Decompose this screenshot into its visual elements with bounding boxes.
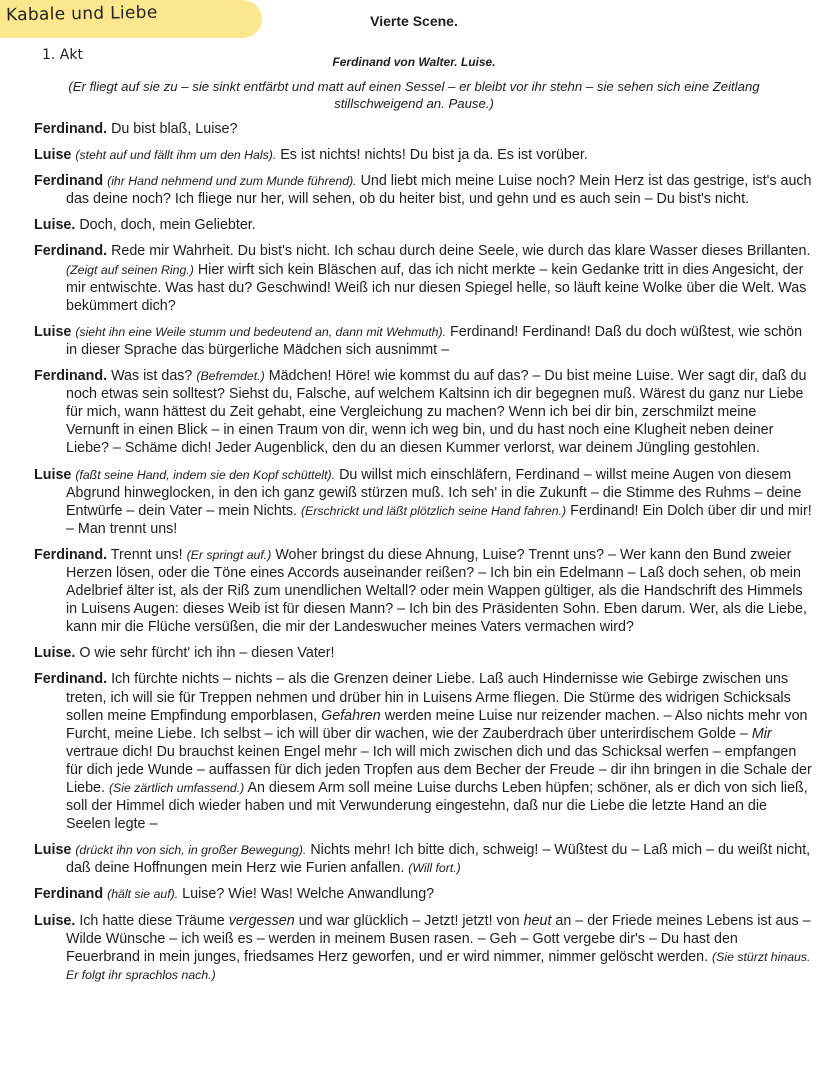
dialogue-turn (34, 885, 812, 903)
dialogue-turn (34, 546, 812, 636)
speech: Ich hatte diese Träume (79, 912, 225, 929)
stage-direction: (Zeigt auf seinen Ring.) (66, 262, 194, 277)
dialogue-turn (34, 670, 812, 833)
speech: Du willst mich einschläfern, Ferdinand – willst meine Augen von diesem Abgrund hinweglocken, in den ich ganz gewiß stürzen muß. Ich seh' in die Zukunft – die Stimme des Ruhms – deine Entwürfe – dein Vater – mein Nichts. (66, 466, 802, 519)
speech: Mädchen! Höre! wie kommst du auf das? – Du bist meine Luise. Wer sagt dir, daß du noch etwas sein solltest? Siehst du, Falsche, auf welchem Kaltsinn ich dir begegnen muß. Wärest du ganz nur Liebe für mich, wann hättest du Zeit gehabt, eine Vergleichung zu machen? Wenn ich bei dir bin, zerschmilzt meine Vernunft in einen Blick – in einen Traum von dir, wenn ich weg bin, und du hast noch eine Klugheit neben deiner Liebe? – Schäme dich! Jeder Augenblick, den du an diesen Kummer verlorst, war deinem Jüngling gestohlen. (66, 368, 807, 457)
speech: und war glücklich – Jetzt! jetzt! von (298, 912, 520, 929)
emphasis: Gefahren (321, 707, 381, 724)
dialogue-turn (34, 466, 812, 538)
speaker: Ferdinand. (34, 243, 108, 260)
scene-title: Vierte Scene. (370, 13, 458, 29)
speech: an – der Friede meines Lebens ist aus – Wilde Wünsche – ich weiß es – werden in meinem Busen rasen. – Geh – Gott vergebe dir's – Du hast den Feuerbrand in mein junges, friedsames Herz geworfen, und er wird nimmer, nimmer gelöscht werden. (66, 912, 811, 965)
speech: Woher bringst du diese Ahnung, Luise? Trennt uns? – Wer kann den Bund zweier Herzen lösen, oder die Töne eines Accords auseinander reißen? – Ich bin ein Edelmann – Laß doch sehen, ob mein Adelbrief älter ist, als der Riß zum unendlichen Weltall? oder mein Wappen gültiger, als die Handschrift des Himmels in Luisens Augen: dieses Weib ist für diesen Mann? – Ich bin des Präsidenten Sohn. Eben darum. Wer, als die Liebe, kann mir die Flüche versüßen, die mir der Landeswucher meines Vaters vermachen wird? (66, 546, 807, 636)
speech: An diesem Arm soll meine Luise durchs Leben hüpfen; schöner, als er dich von sich ließ, soll der Himmel dich wieder haben und mit Verwunderung eingestehn, daß nur die Liebe die letzte Hand an die Seelen legte – (66, 780, 808, 833)
scene-persons: Ferdinand von Walter. Luise. (332, 55, 496, 69)
stage-direction: (Befremdet.) (196, 369, 265, 384)
dialogue-turn (34, 146, 812, 164)
stage-direction: (hält sie auf). (107, 887, 179, 902)
speech: O wie sehr fürcht' ich ihn – diesen Vater! (79, 645, 335, 662)
speech: Nichts mehr! Ich bitte dich, schweig! – Wüßtest du – Laß mich – du weißt nicht, daß deine Hoffnungen mein Herz wie Furien anfallen. (66, 842, 811, 877)
stage-direction: (Sie stürzt hinaus. Er folgt ihr sprachlos nach.) (66, 949, 811, 982)
speech: Du bist blaß, Luise? (111, 121, 238, 137)
emphasis: vergessen (228, 912, 295, 929)
dialogue-turn (34, 367, 812, 457)
speaker: Ferdinand (34, 886, 104, 903)
stage-direction: (drückt ihn von sich, in großer Bewegung). (75, 843, 307, 858)
speech: vertraue dich! Du brauchst keinen Engel mehr – Ich will mich zwischen dich und das Schicksal werfen – empfangen für dich jede Wunde – auffassen für dich jeden Tropfen aus dem Becher der Freude – dir ihn bringen in die Schale der Liebe. (66, 743, 812, 796)
dialogue-turn (34, 912, 812, 984)
stage-direction: (faßt seine Hand, indem sie den Kopf schüttelt). (75, 467, 336, 482)
speaker: Luise (34, 323, 72, 340)
speaker: Ferdinand. (34, 671, 108, 688)
speech: Ferdinand! Ein Dolch über dir und mir! – Man trennt uns! (66, 502, 812, 537)
speech: Trennt uns! (110, 546, 183, 563)
speech: Und liebt mich meine Luise noch? Mein Herz ist das gestrige, ist's auch das deine noch? Ich fliege nur her, will sehen, ob du heiter bist, und gehn und es auch sein – Du bist's nicht. (66, 173, 812, 208)
speech: Hier wirft sich kein Bläschen auf, das ich nicht merkte – kein Gedanke tritt in dies Angesicht, der mir entwischte. Was hast du? Geschwind! Weiß ich nur diesen Spiegel helle, so läuft keine Wolke über die Welt. Was bekümmert dich? (66, 261, 807, 314)
speaker: Ferdinand. (34, 546, 108, 563)
speaker: Ferdinand (34, 173, 104, 190)
dialogue-turn (34, 644, 812, 662)
dialogue-turn (34, 323, 812, 359)
speech: Ferdinand! Ferdinand! Daß du doch wüßtest, wie schön in dieser Sprache das bürgerliche Mädchen sich ausnimmt – (66, 323, 803, 358)
speaker: Ferdinand. (34, 121, 108, 137)
stage-direction: (Sie zärtlich umfassend.) (108, 781, 245, 795)
stage-direction: (Er springt auf.) (186, 547, 272, 562)
stage-direction: (steht auf und fällt ihm um den Hals). (75, 148, 277, 163)
speaker: Luise (34, 466, 72, 483)
speech: werden meine Luise nur reizender machen. – Also nichts mehr von Furcht, meine Liebe. Ich selbst – ich will über dir wachen, wie der Zauberdrach über unterirdischem Golde – (66, 707, 808, 742)
speaker: Luise. (34, 645, 76, 662)
speech: Doch, doch, mein Geliebter. (79, 217, 256, 234)
stage-direction: (sieht ihn eine Weile stumm und bedeutend an, dann mit Wehmuth). (75, 324, 447, 339)
speaker: Luise (34, 147, 72, 164)
speaker: Luise. (34, 912, 76, 929)
dialogue (34, 120, 812, 992)
stage-direction: (ihr Hand nehmend und zum Munde führend). (107, 174, 357, 189)
stage-direction: (Erschrickt und läßt plötzlich seine Hand fahren.) (300, 503, 567, 518)
emphasis: Mir (751, 725, 772, 742)
speech: Luise? Wie! Was! Welche Anwandlung? (182, 886, 435, 903)
speech: Was ist das? (111, 368, 193, 385)
speech: Ich fürchte nichts – nichts – als die Grenzen deiner Liebe. Laß auch Hindernisse wie Gebirge zwischen uns treten, ich will sie für Treppen nehmen und drüber hin in Luisens Arme fliegen. Die Stürme des widrigen Schicksals sollen meine Empfindung emporblasen, (66, 671, 791, 724)
scene-direction: (Er fliegt auf sie zu – sie sinkt entfärbt und matt auf einen Sessel – er bleibt vor ihr stehn – sie sehen sich eine Zeitlang stillschweigend an. Pause.) (68, 79, 760, 111)
dialogue-turn (34, 120, 812, 138)
dialogue-turn (34, 841, 812, 877)
speech: Es ist nichts! nichts! Du bist ja da. Es ist vorüber. (280, 147, 588, 164)
dialogue-turn (34, 242, 812, 314)
handwritten-title: Kabale und Liebe (5, 2, 158, 26)
speaker: Ferdinand. (34, 368, 108, 385)
dialogue-turn (34, 172, 812, 208)
speaker: Luise. (34, 217, 76, 234)
dialogue-turn (34, 216, 812, 234)
stage-direction: (Will fort.) (408, 861, 461, 876)
emphasis: heut (523, 912, 552, 929)
speaker: Luise (34, 842, 72, 859)
handwritten-act: 1. Akt (42, 47, 83, 63)
speech: Rede mir Wahrheit. Du bist's nicht. Ich schau durch deine Seele, wie durch das klare Wasser dieses Brillanten. (111, 243, 811, 260)
